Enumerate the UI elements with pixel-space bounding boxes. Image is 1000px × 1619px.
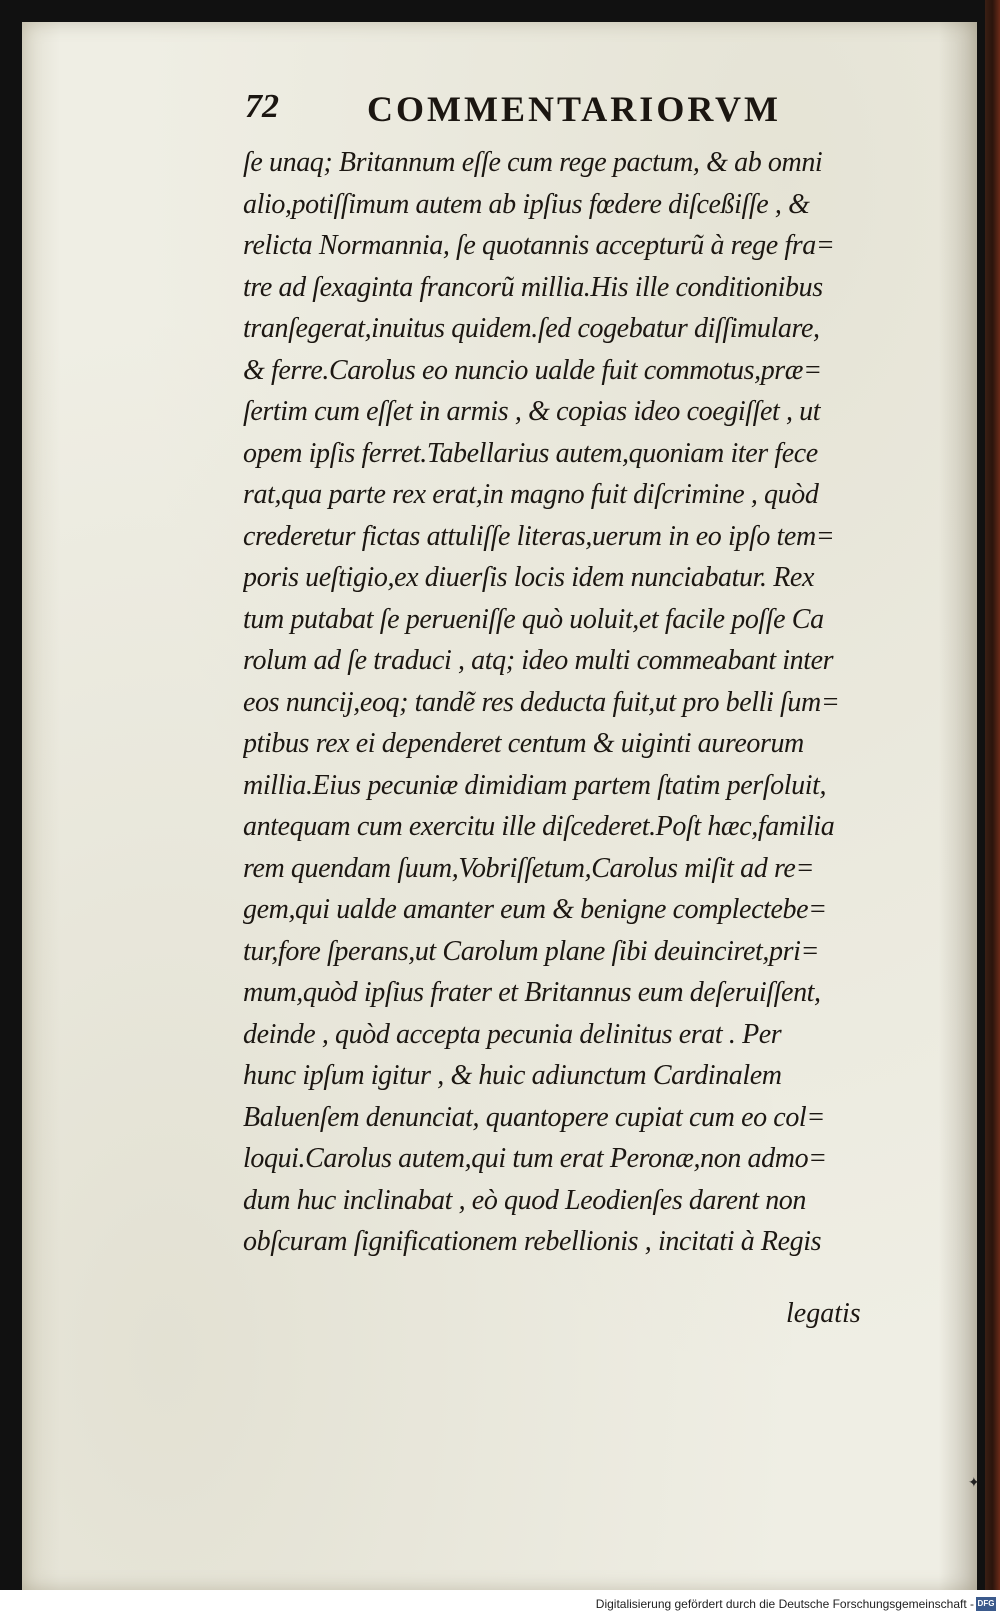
text-line: dum huc inclinabat , eò quod Leodienſes darent non — [243, 1184, 806, 1216]
dfg-logo: DFG — [976, 1597, 996, 1611]
catchword: legatis — [786, 1298, 861, 1329]
text-line: crederetur fictas attuliſſe literas,uerum in eo ipſo tem= — [243, 520, 835, 552]
text-line: Baluenſem denunciat, quantopere cupiat cum eo col= — [243, 1101, 825, 1133]
text-line: tranſegerat,inuitus quidem.ſed cogebatur diſſimulare, — [243, 313, 820, 344]
book-edge — [985, 0, 1000, 1590]
text-line: millia.Eius pecuniæ dimidiam partem ſtatim perſoluit, — [243, 769, 827, 801]
text-line: obſcuram ſignificationem rebellionis , incitati à Regis — [243, 1226, 822, 1257]
text-line: gem,qui ualde amanter eum & benigne complectebe= — [243, 894, 827, 925]
text-line: tre ad ſexaginta francorũ millia.His ille conditionibus — [243, 271, 823, 303]
text-line: loqui.Carolus autem,qui tum erat Peronæ,non admo= — [243, 1143, 827, 1174]
text-line: poris ueſtigio,ex diuerſis locis idem nunciabatur. Rex — [243, 562, 814, 593]
page-header — [245, 88, 845, 138]
text-line: rem quendam ſuum,Vobriſſetum,Carolus miſit ad re= — [243, 852, 814, 884]
text-line: relicta Normannia, ſe quotannis accepturũ à rege fra= — [243, 230, 835, 261]
text-line: rolum ad ſe traduci , atq; ideo multi commeabant inter — [243, 645, 834, 676]
text-line: deinde , quòd accepta pecunia delinitus erat . Per — [243, 1018, 782, 1050]
body-text — [243, 142, 923, 1263]
digitization-footer — [0, 1590, 1000, 1619]
scan-mark-icon: ✦ — [968, 1475, 980, 1491]
text-line: rat,qua parte rex erat,in magno fuit diſcrimine , quòd — [243, 479, 819, 510]
text-line: opem ipſis ferret.Tabellarius autem,quoniam iter fece — [243, 437, 818, 469]
text-line: hunc ipſum igitur , & huic adiunctum Cardinalem — [243, 1060, 782, 1091]
text-line: mum,quòd ipſius frater et Britannus eum deſeruiſſent, — [243, 977, 821, 1008]
running-head: COMMENTARIORVM — [367, 89, 782, 129]
text-line: ptibus rex ei dependeret centum & uiginti aureorum — [243, 728, 804, 759]
page-number: 72 — [245, 88, 279, 125]
text-line: tum putabat ſe perueniſſe quò uoluit,et facile poſſe Ca — [243, 603, 824, 635]
text-line: ſertim cum eſſet in armis , & copias ideo coegiſſet , ut — [243, 396, 821, 427]
footer-credit: Digitalisierung gefördert durch die Deutsche Forschungsgemeinschaft - — [595, 1597, 974, 1611]
text-line: eos nuncij,eoq; tandẽ res deducta fuit,ut pro belli ſum= — [243, 686, 840, 718]
text-line: alio,potiſſimum autem ab ipſius fœdere diſceßiſſe , & — [243, 188, 810, 220]
text-line: & ferre.Carolus eo nuncio ualde fuit commotus,præ= — [243, 354, 822, 386]
text-line: ſe unaq; Britannum eſſe cum rege pactum, & ab omni — [243, 147, 823, 178]
text-line: tur,fore ſperans,ut Carolum plane ſibi deuinciret,pri= — [243, 935, 819, 967]
text-line: antequam cum exercitu ille diſcederet.Poſt hæc,familia — [243, 811, 835, 842]
